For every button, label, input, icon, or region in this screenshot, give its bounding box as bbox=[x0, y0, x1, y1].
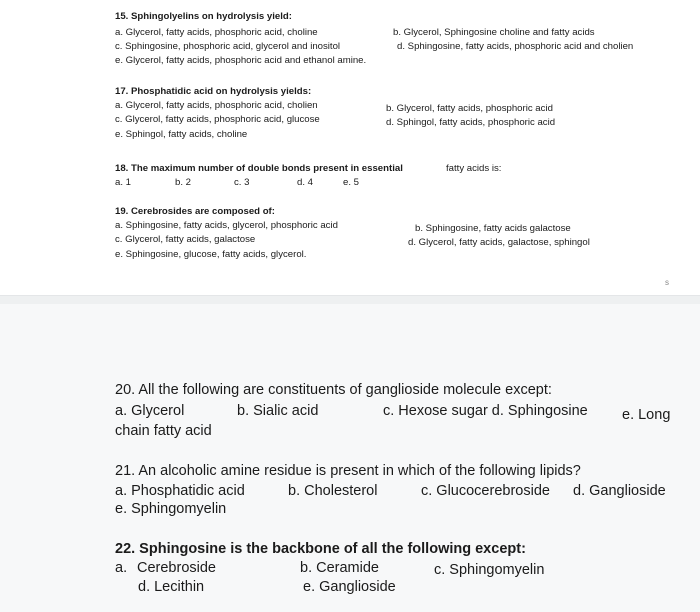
q18-option-a: a. 1 bbox=[115, 177, 132, 188]
q19-option-c: c. Glycerol, fatty acids, galactose bbox=[115, 234, 256, 245]
q17-title: 17. Phosphatidic acid on hydrolysis yields: bbox=[115, 86, 312, 97]
q18-option-c: c. 3 bbox=[234, 177, 250, 188]
q15-option-a: a. Glycerol, fatty acids, phosphoric acid, choline bbox=[115, 27, 318, 38]
q22-option-d: d. Lecithin bbox=[138, 579, 205, 595]
q17-option-e: e. Sphingol, fatty acids, choline bbox=[115, 129, 248, 140]
q15-option-c: c. Sphingosine, phosphoric acid, glycerol and inositol bbox=[115, 41, 341, 52]
q15-title: 15. Sphingolyelins on hydrolysis yield: bbox=[115, 11, 292, 22]
q18-option-b: b. 2 bbox=[175, 177, 192, 188]
q21-option-a: a. Phosphatidic acid bbox=[115, 483, 245, 499]
q18-title: 18. The maximum number of double bonds present in essential bbox=[115, 163, 403, 174]
q15-option-d: d. Sphingosine, fatty acids, phosphoric acid and cholien bbox=[397, 41, 634, 52]
q20-option-c-d: c. Hexose sugar d. Sphingosine bbox=[383, 403, 588, 419]
q17-option-d: d. Sphingol, fatty acids, phosphoric acid bbox=[386, 117, 556, 128]
q21-option-d: d. Ganglioside bbox=[573, 483, 666, 499]
q22-option-b: b. Ceramide bbox=[300, 560, 379, 576]
q19-option-a: a. Sphingosine, fatty acids, glycerol, phosphoric acid bbox=[115, 220, 338, 231]
q15-option-b: b. Glycerol, Sphingosine choline and fatty acids bbox=[393, 27, 595, 38]
page-side-mark: s bbox=[665, 278, 669, 287]
q22-option-e: e. Ganglioside bbox=[303, 579, 396, 595]
q21-title: 21. An alcoholic amine residue is present in which of the following lipids? bbox=[115, 463, 581, 479]
q19-option-b: b. Sphingosine, fatty acids galactose bbox=[415, 223, 571, 234]
q20-option-a: a. Glycerol bbox=[115, 403, 185, 419]
q22-title: 22. Sphingosine is the backbone of all the following except: bbox=[115, 541, 526, 557]
q17-option-b: b. Glycerol, fatty acids, phosphoric acid bbox=[386, 103, 553, 114]
q21-option-e: e. Sphingomyelin bbox=[115, 501, 227, 517]
q18-option-d: d. 4 bbox=[297, 177, 314, 188]
q21-option-c: c. Glucocerebroside bbox=[421, 483, 550, 499]
q20-title: 20. All the following are constituents of ganglioside molecule except: bbox=[115, 382, 552, 398]
q20-option-b: b. Sialic acid bbox=[237, 403, 319, 419]
q19-title: 19. Cerebrosides are composed of: bbox=[115, 206, 275, 217]
q20-option-e-continued: chain fatty acid bbox=[115, 423, 212, 439]
q18-title-rest: fatty acids is: bbox=[446, 163, 502, 174]
q17-option-a: a. Glycerol, fatty acids, phosphoric acid, cholien bbox=[115, 100, 318, 111]
q15-option-e: e. Glycerol, fatty acids, phosphoric acid and ethanol amine. bbox=[115, 55, 367, 66]
q17-option-c: c. Glycerol, fatty acids, phosphoric acid, glucose bbox=[115, 114, 320, 125]
q20-option-e: e. Long bbox=[622, 407, 671, 423]
q22-option-c: c. Sphingomyelin bbox=[434, 562, 545, 578]
q21-option-b: b. Cholesterol bbox=[288, 483, 378, 499]
q18-option-e: e. 5 bbox=[343, 177, 360, 188]
q22-option-a-letter: a. bbox=[115, 560, 128, 576]
q19-option-e: e. Sphingosine, glucose, fatty acids, glycerol. bbox=[115, 249, 307, 260]
q19-option-d: d. Glycerol, fatty acids, galactose, sphingol bbox=[408, 237, 590, 248]
q22-option-a: Cerebroside bbox=[137, 560, 216, 576]
